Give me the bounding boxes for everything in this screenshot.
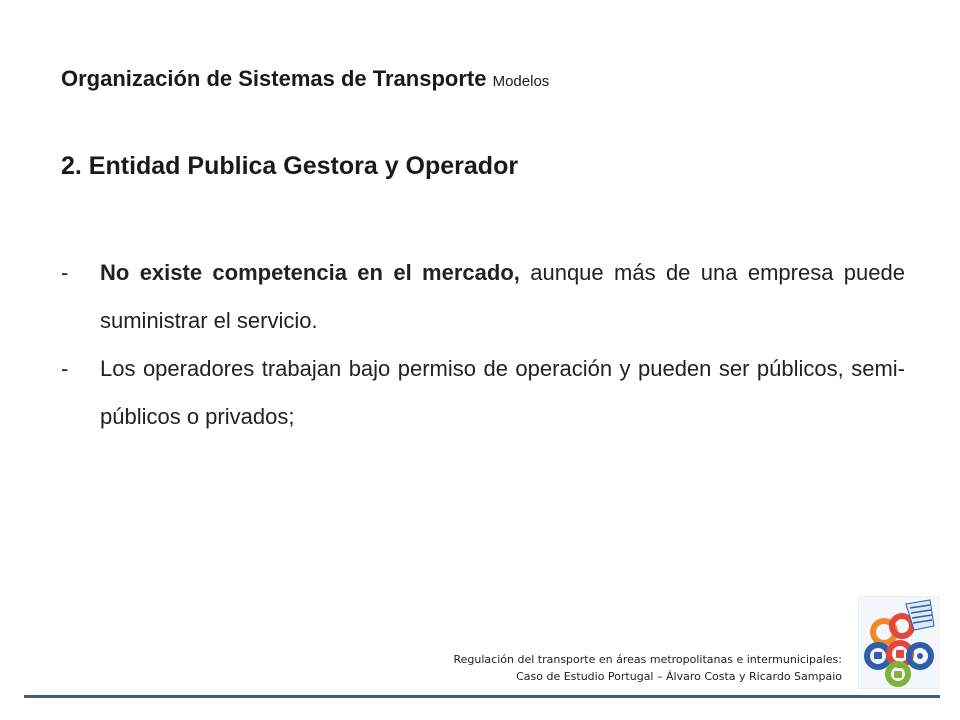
page-header: [61, 66, 549, 92]
car-icon: [894, 671, 902, 678]
logo-graphic: [858, 596, 939, 689]
bullet-marker: -: [61, 260, 69, 285]
conference-logo: [858, 596, 939, 689]
bus-icon: [874, 652, 882, 659]
bullet-body-text: aunque más de una empresa puede suministrar el servicio.: [100, 260, 905, 333]
footer-citation: [454, 651, 843, 685]
section-heading: 2. Entidad Publica Gestora y Operador: [61, 152, 519, 180]
bullet-text: [100, 249, 905, 345]
bullet-item: [61, 345, 905, 441]
header-subtitle: Modelos: [492, 73, 550, 90]
footer-line-2: Caso de Estudio Portugal – Álvaro Costa y Ricardo Sampaio: [516, 670, 842, 683]
train-icon: [896, 650, 904, 658]
bullet-text: [100, 345, 905, 441]
footer-line-1: Regulación del transporte en áreas metropolitanas e intermunicipales:: [453, 653, 842, 666]
bike-icon: [917, 653, 923, 659]
bottom-rule: [24, 695, 940, 698]
bullet-list: [61, 249, 905, 441]
bullet-bold-text: No existe competencia en el mercado,: [100, 260, 520, 285]
bullet-marker: -: [61, 356, 69, 381]
bullet-body-text: Los operadores trabajan bajo permiso de operación y pueden ser públicos, semi-públicos o privados;: [100, 356, 905, 429]
header-title: Organización de Sistemas de Transporte: [61, 66, 487, 91]
bullet-item: [61, 249, 905, 345]
